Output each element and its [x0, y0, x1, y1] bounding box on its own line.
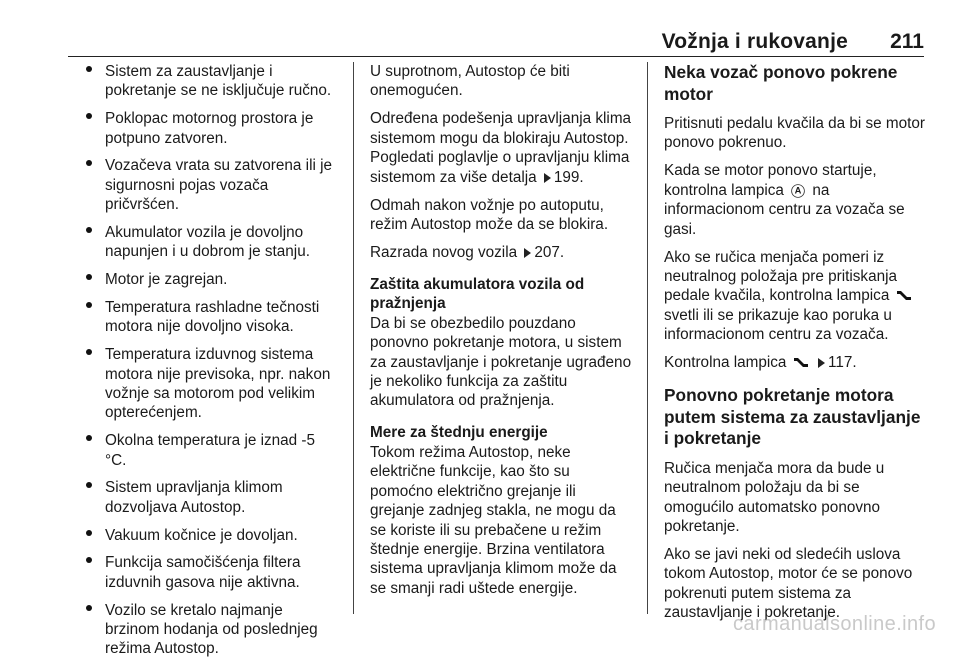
paragraph: Tokom režima Autostop, neke električne funkcije, kao što su pomoćno električno grejanje ili grejanje zadnjeg stakla, ne mogu da se koriste ili su prebačene u režim štednje energije. Brzina ventilatora sistema upravljanja klimom može da se smanji radi uštede energije.	[370, 443, 617, 597]
paragraph: Kada se motor ponovo startuje, kontrolna lampica A na informacionom centru za vozača se gasi.	[664, 162, 905, 238]
list-item: Akumulator vozila je dovoljno napunjen i u dobrom je stanju.	[84, 223, 340, 262]
paragraph: Ako se ručica menjača pomeri iz neutralnog položaja pre pritiskanja pedale kvačila, kontrolna lampica svetli ili se prikazuje kao poruka u informacionom centru za vozača.	[664, 248, 926, 345]
bullet-icon	[86, 349, 92, 355]
paragraph: U suprotnom, Autostop će biti onemogućen.	[370, 63, 570, 100]
bullet-icon	[86, 302, 92, 308]
paragraph: Određena podešenja upravljanja klima sistemom mogu da blokiraju Autostop. Pogledati poglavlje o upravljanju klima sistemom za više detalja 199.	[370, 110, 632, 186]
autostop-indicator-icon: A	[791, 184, 805, 198]
header-divider	[68, 56, 924, 57]
bullet-icon	[86, 227, 92, 233]
list-item: Motor je zagrejan.	[84, 270, 340, 289]
bullet-icon	[86, 482, 92, 488]
page-number: 211	[890, 30, 924, 53]
paragraph: Ako se javi neki od sledećih uslova tokom Autostop, motor će se ponovo pokrenuti putem sistema za zaustavljanje i pokretanje.	[664, 545, 913, 622]
page-reference-icon	[544, 173, 551, 183]
section-heading: Ponovno pokretanje motora putem sistema za zaustavljanje i pokretanje	[664, 385, 921, 449]
paragraph: Da bi se obezbedilo pouzdano ponovno pokretanje motora, u sistem za zaustavljanje i pokretanje ugrađeno je nekoliko funkcija za zaštitu akumulatora od pražnjenja.	[370, 314, 632, 410]
list-item: Sistem upravljanja klimom dozvoljava Autostop.	[84, 478, 340, 517]
page-header	[0, 0, 960, 56]
page-reference[interactable]: 199.	[553, 168, 584, 186]
clutch-pedal-icon	[793, 356, 809, 368]
paragraph: Ručica menjača mora da bude u neutralnom položaju da bi se omogućilo automatsko ponovno pokretanje.	[664, 459, 885, 535]
column-3	[664, 62, 926, 631]
bullet-icon	[86, 274, 92, 280]
page-reference[interactable]: 117.	[827, 354, 857, 372]
bullet-icon	[86, 160, 92, 166]
paragraph: Pritisnuti pedalu kvačila da bi se motor ponovo pokrenuo.	[664, 115, 926, 152]
column-divider-1	[353, 62, 354, 614]
paragraph: Razrada novog vozila 207.	[370, 244, 565, 262]
list-item: Poklopac motornog prostora je potpuno zatvoren.	[84, 109, 340, 148]
bullet-icon	[86, 605, 92, 611]
column-divider-2	[647, 62, 648, 614]
watermark: carmanualsonline.info	[733, 613, 936, 635]
column-1	[84, 62, 340, 667]
paragraph: Kontrolna lampica 117.	[664, 354, 857, 372]
list-item: Vozilo se kretalo najmanje brzinom hodanja od poslednjeg režima Autostop.	[84, 601, 340, 659]
page-reference-icon	[818, 358, 825, 368]
column-2	[370, 62, 632, 607]
list-item: Temperatura rashladne tečnosti motora nije dovoljno visoka.	[84, 298, 340, 337]
bullet-icon	[86, 66, 92, 72]
page-reference-icon	[524, 248, 531, 258]
condition-list	[84, 62, 340, 659]
list-item: Temperatura izduvnog sistema motora nije previsoka, npr. nakon vožnje sa motorom pod velikim opterećenjem.	[84, 345, 340, 423]
bullet-icon	[86, 113, 92, 119]
subheading: Zaštita akumulatora vozila od pražnjenja	[370, 276, 585, 313]
clutch-pedal-icon	[896, 289, 912, 301]
bullet-icon	[86, 557, 92, 563]
list-item: Okolna temperatura je iznad -5 °C.	[84, 431, 340, 470]
bullet-icon	[86, 530, 92, 536]
section-heading: Neka vozač ponovo pokrene motor	[664, 62, 898, 104]
list-item: Vakuum kočnice je dovoljan.	[84, 526, 340, 545]
page-title: Vožnja i rukovanje	[661, 30, 848, 53]
paragraph: Odmah nakon vožnje po autoputu, režim Autostop može da se blokira.	[370, 196, 609, 234]
page-reference[interactable]: 207.	[534, 244, 565, 262]
list-item: Sistem za zaustavljanje i pokretanje se ne isključuje ručno.	[84, 62, 340, 101]
subheading: Mere za štednju energije	[370, 424, 548, 442]
list-item: Vozačeva vrata su zatvorena ili je sigurnosni pojas vozača pričvršćen.	[84, 156, 340, 214]
bullet-icon	[86, 435, 92, 441]
list-item: Funkcija samočišćenja filtera izduvnih gasova nije aktivna.	[84, 553, 340, 592]
